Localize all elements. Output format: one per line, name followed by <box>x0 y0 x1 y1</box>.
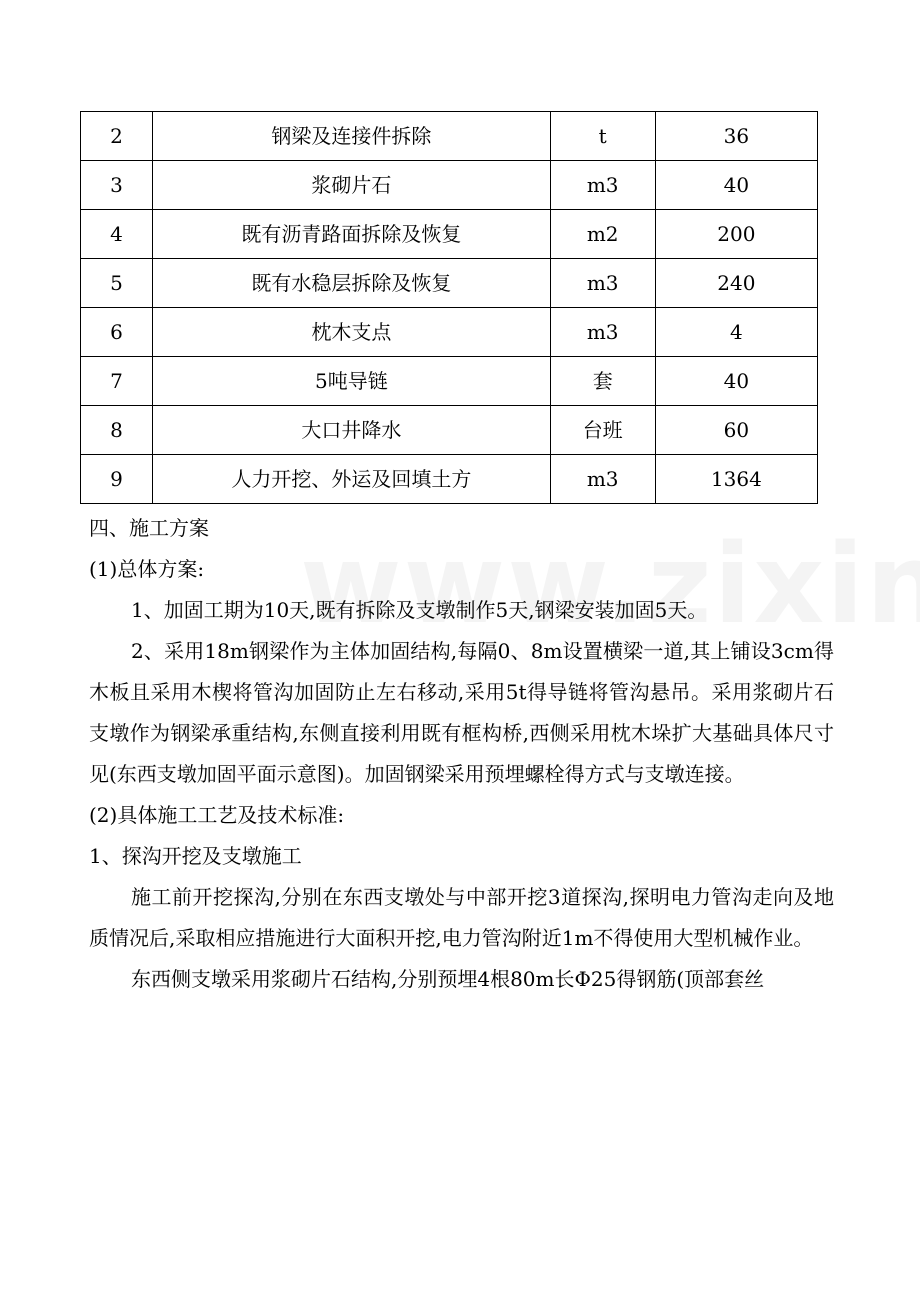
item-quantity: 1364 <box>655 455 817 504</box>
row-number: 9 <box>81 455 153 504</box>
table-row <box>81 406 818 455</box>
item-unit: t <box>550 112 655 161</box>
item-quantity: 4 <box>655 308 817 357</box>
table-row <box>81 455 818 504</box>
table-row <box>81 308 818 357</box>
item-name: 枕木支点 <box>153 308 551 357</box>
item-quantity: 40 <box>655 161 817 210</box>
quantity-table <box>80 111 818 504</box>
item-name: 既有沥青路面拆除及恢复 <box>153 210 551 259</box>
item-quantity: 200 <box>655 210 817 259</box>
item-name: 钢梁及连接件拆除 <box>153 112 551 161</box>
item-unit: m3 <box>550 455 655 504</box>
row-number: 8 <box>81 406 153 455</box>
item-quantity: 36 <box>655 112 817 161</box>
item-quantity: 40 <box>655 357 817 406</box>
item-name: 大口井降水 <box>153 406 551 455</box>
row-number: 5 <box>81 259 153 308</box>
row-number: 4 <box>81 210 153 259</box>
row-number: 7 <box>81 357 153 406</box>
item-unit: m3 <box>550 161 655 210</box>
item-unit: m3 <box>550 259 655 308</box>
table-row <box>81 357 818 406</box>
item-quantity: 240 <box>655 259 817 308</box>
table-row <box>81 161 818 210</box>
table-row <box>81 112 818 161</box>
process-heading: (2)具体施工工艺及技术标准: <box>89 803 345 827</box>
step1-paragraph-2: 东西侧支墩采用浆砌片石结构,分别预埋4根80m长Φ25得钢筋(顶部套丝 <box>131 967 765 991</box>
item-unit: m3 <box>550 308 655 357</box>
overall-plan-heading: (1)总体方案: <box>89 557 205 581</box>
row-number: 3 <box>81 161 153 210</box>
overall-plan-paragraph-2: 2、采用18m钢梁作为主体加固结构,每隔0、8m设置横梁一道,其上铺设3cm得木板且采用木楔将管沟加固防止左右移动,采用5t得导链将管沟悬吊。采用浆砌片石支墩作为钢梁承重结构,东侧直接利用既有框构桥,西侧采用枕木垛扩大基础具体尺寸见(东西支墩加固平面示意图)。加固钢梁采用预埋螺栓得方式与支墩连接。 <box>89 639 834 786</box>
item-name: 既有水稳层拆除及恢复 <box>153 259 551 308</box>
row-number: 6 <box>81 308 153 357</box>
document-body <box>89 508 834 1000</box>
table-row <box>81 210 818 259</box>
item-unit: m2 <box>550 210 655 259</box>
step1-paragraph-1: 施工前开挖探沟,分别在东西支墩处与中部开挖3道探沟,探明电力管沟走向及地质情况后,采取相应措施进行大面积开挖,电力管沟附近1m不得使用大型机械作业。 <box>89 885 834 950</box>
step1-heading: 1、探沟开挖及支墩施工 <box>89 844 302 868</box>
item-name: 5吨导链 <box>153 357 551 406</box>
item-unit: 台班 <box>550 406 655 455</box>
item-unit: 套 <box>550 357 655 406</box>
item-name: 浆砌片石 <box>153 161 551 210</box>
overall-plan-paragraph-1: 1、加固工期为10天,既有拆除及支墩制作5天,钢梁安装加固5天。 <box>131 598 708 622</box>
section-heading: 四、施工方案 <box>89 516 209 540</box>
row-number: 2 <box>81 112 153 161</box>
table-row <box>81 259 818 308</box>
item-quantity: 60 <box>655 406 817 455</box>
item-name: 人力开挖、外运及回填土方 <box>153 455 551 504</box>
